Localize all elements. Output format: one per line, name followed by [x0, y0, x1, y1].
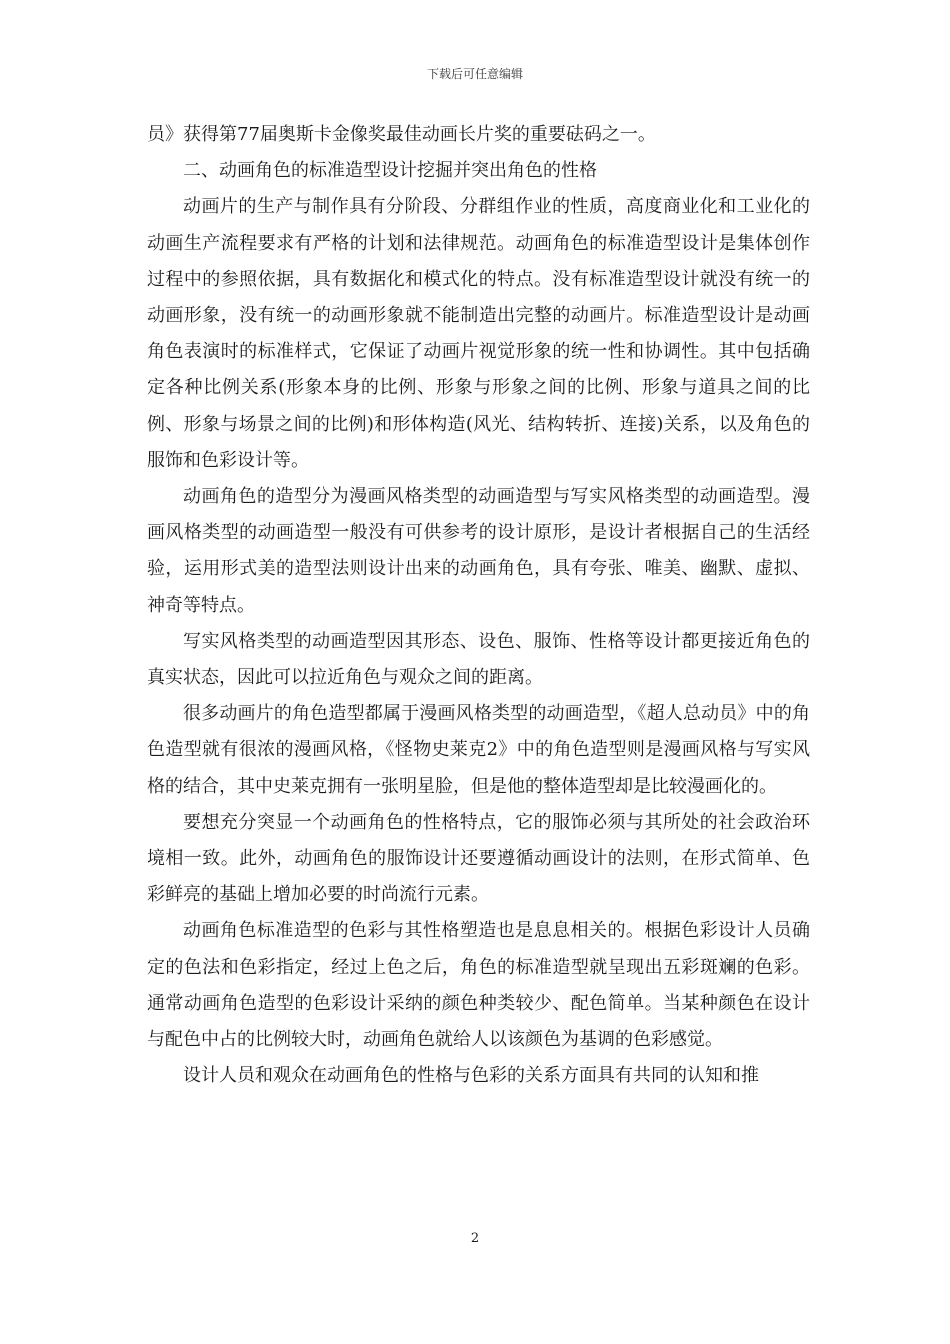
paragraph: 动画角色标准造型的色彩与其性格塑造也是息息相关的。根据色彩设计人员确定的色法和色彩指定，经过上色之后，角色的标准造型就呈现出五彩斑斓的色彩。通常动画角色造型的色彩设计采纳的颜色种类较少、配色简单。当某种颜色在设计与配色中占的比例较大时，动画角色就给人以该颜色为基调的色彩感觉。 — [147, 920, 810, 1051]
section-heading: 二、动画角色的标准造型设计挖掘并突出角色的性格 — [183, 160, 597, 182]
paragraph: 很多动画片的角色造型都属于漫画风格类型的动画造型，《超人总动员》中的角色造型就有很浓的漫画风格，《怪物史莱克2》中的角色造型则是漫画风格与写实风格的结合，其中史莱克拥有一张明星脸，但是他的整体造型却是比较漫画化的。 — [147, 703, 810, 797]
paragraph: 要想充分突显一个动画角色的性格特点，它的服饰必须与其所处的社会政治环境相一致。此外，动画角色的服饰设计还要遵循动画设计的法则，在形式简单、色彩鲜亮的基础上增加必要的时尚流行元素。 — [147, 811, 810, 906]
paragraph: 动画角色的造型分为漫画风格类型的动画造型与写实风格类型的动画造型。漫画风格类型的动画造型一般没有可供参考的设计原形，是设计者根据自己的生活经验，运用形式美的造型法则设计出来的动画角色，具有夸张、唯美、幽默、虚拟、神奇等特点。 — [147, 486, 810, 616]
page-number: 2 — [470, 1231, 480, 1246]
document-body — [147, 117, 810, 1094]
paragraph-continuation: 员》获得第77届奥斯卡金像奖最佳动画长片奖的重要砝码之一。 — [147, 124, 656, 145]
page-header-note: 下载后可任意编辑 — [426, 67, 523, 81]
paragraph: 动画片的生产与制作具有分阶段、分群组作业的性质，高度商业化和工业化的动画生产流程要求有严格的计划和法律规范。动画角色的标准造型设计是集体创作过程中的参照依据，具有数据化和模式化的特点。没有标准造型设计就没有统一的动画形象，没有统一的动画形象就不能制造出完整的动画片。标准造型设计是动画角色表演时的标准样式，它保证了动画片视觉形象的统一性和协调性。其中包括确定各种比例关系(形象本身的比例、形象与形象之间的比例、形象与道具之间的比例、形象与场景之间的比例)和形体构造(风光、结构转折、连接)关系，以及角色的服饰和色彩设计等。 — [147, 196, 810, 471]
paragraph: 设计人员和观众在动画角色的性格与色彩的关系方面具有共同的认知和推 — [183, 1065, 759, 1087]
paragraph: 写实风格类型的动画造型因其形态、设色、服饰、性格等设计都更接近角色的真实状态，因此可以拉近角色与观众之间的距离。 — [147, 630, 810, 689]
